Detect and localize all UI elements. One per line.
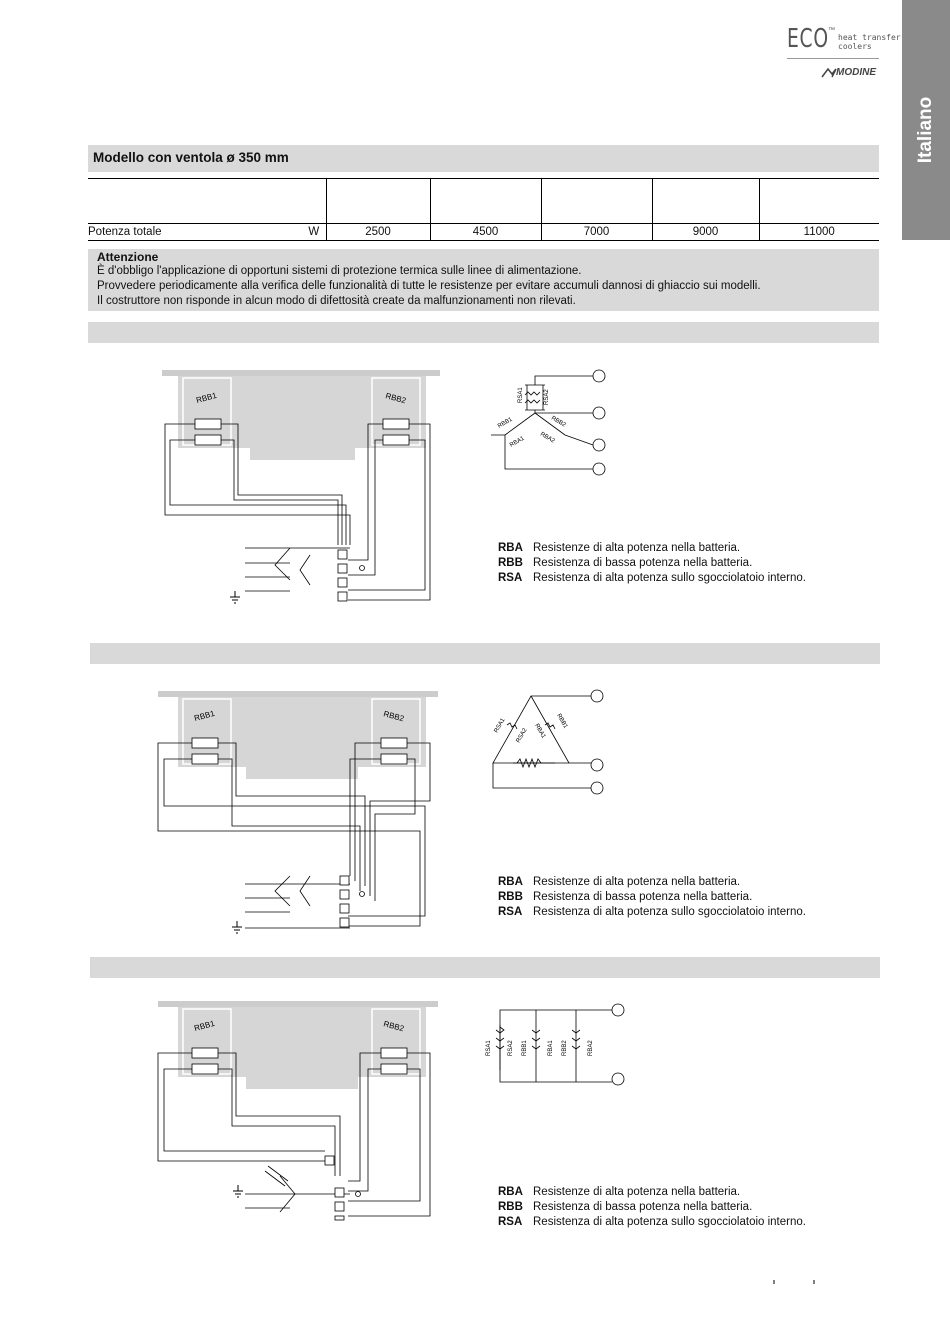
rba1-label: RBA1: [509, 435, 526, 449]
table-cell: 4500: [430, 224, 541, 241]
rsa1-label: RSA1: [518, 387, 524, 403]
legend-text: Resistenza di bassa potenza nella batteria.: [533, 1201, 753, 1213]
legend-text: Resistenza di bassa potenza nella batteria.: [533, 557, 753, 569]
rsa1-label: RSA1: [486, 1040, 492, 1056]
legend-1: [498, 541, 806, 586]
attention-line: Provvedere periodicamente alla verifica delle funzionalità di tutte le resistenze per evitare accumuli dannosi di ghiaccio sui modelli.: [97, 280, 761, 292]
rbb1-label: RBB1: [497, 416, 514, 430]
page-marker: [770, 1278, 820, 1286]
rba1-label: RBA1: [548, 1040, 554, 1056]
wiring-diagram-1: [150, 365, 450, 610]
modine-logo: MODINE: [822, 67, 876, 78]
legend-code: RSA: [498, 1216, 523, 1228]
logo-divider: [787, 58, 879, 59]
rbb1-label: RBB1: [193, 708, 216, 723]
rba1-label: RBA1: [533, 723, 547, 740]
rbb2-label: RBB2: [382, 1019, 406, 1034]
legend-2: [498, 875, 806, 920]
legend-code: RBB: [498, 891, 523, 903]
table-header-row: [88, 179, 879, 224]
rbb2-label: RBB2: [562, 1040, 568, 1056]
rbb1-label: RBB1: [522, 1040, 528, 1056]
legend-code: RSA: [498, 572, 523, 584]
legend-code: RBB: [498, 1201, 523, 1213]
eco-logo-subtitle: heat transfer coolers: [838, 33, 901, 51]
schematic-1: [485, 365, 615, 480]
rba2-label: RBA2: [588, 1040, 594, 1056]
section-title: Modello con ventola ø 350 mm: [93, 150, 289, 165]
table-cell: 7000: [541, 224, 652, 241]
language-tab: [902, 0, 950, 240]
attention-line: Il costruttore non risponde in alcun modo di difettosità create da malfunzionamenti non rilevati.: [97, 295, 576, 307]
legend-code: RBA: [498, 542, 523, 554]
section-title-band: [88, 145, 879, 172]
legend-text: Resistenze di alta potenza nella batteria.: [533, 876, 741, 888]
attention-heading: Attenzione: [97, 250, 159, 264]
legend-text: Resistenze di alta potenza nella batteria.: [533, 1186, 741, 1198]
legend-text: Resistenza di alta potenza sullo sgocciolatoio interno.: [533, 1216, 806, 1228]
language-tab-label: Italiano: [915, 96, 936, 164]
unit-cell: W: [302, 224, 326, 241]
legend-text: Resistenze di alta potenza nella batteria.: [533, 542, 741, 554]
legend-text: Resistenza di bassa potenza nella batteria.: [533, 891, 753, 903]
attention-line: È d'obbligo l'applicazione di opportuni sistemi di protezione termica sulle linee di alimentazione.: [97, 265, 582, 277]
rbb1-label: RBB1: [193, 1018, 216, 1033]
table-row: [88, 224, 879, 241]
rbb1-label: RBB1: [555, 713, 569, 730]
diagram-band-3: [90, 957, 880, 978]
rbb1-label: RBB1: [195, 390, 218, 405]
trademark-symbol: ™: [828, 27, 835, 34]
wiring-diagram-2: [150, 686, 450, 936]
rsa2-label: RSA2: [515, 727, 529, 744]
legend-code: RBA: [498, 876, 523, 888]
schematic-3: [478, 1000, 630, 1090]
rsa2-label: RSA2: [508, 1040, 514, 1056]
rbb2-label: RBB2: [550, 415, 567, 429]
rba2-label: RBA2: [539, 431, 556, 445]
power-table: [88, 178, 879, 241]
rsa2-label: RSA2: [544, 389, 550, 405]
legend-text: Resistenza di alta potenza sullo sgocciolatoio interno.: [533, 572, 806, 584]
legend-code: RSA: [498, 906, 523, 918]
rsa1-label: RSA1: [493, 717, 507, 734]
diagram-band-2: [90, 643, 880, 664]
diagram-band-1: [88, 322, 879, 343]
legend-3: [498, 1185, 806, 1230]
modine-logo-icon: [820, 66, 880, 80]
schematic-2: [485, 685, 615, 800]
attention-box: [88, 249, 879, 311]
legend-text: Resistenza di alta potenza sullo sgocciolatoio interno.: [533, 906, 806, 918]
legend-code: RBA: [498, 1186, 523, 1198]
table-cell: 2500: [326, 224, 430, 241]
eco-logo: ECO: [787, 24, 829, 54]
legend-code: RBB: [498, 557, 523, 569]
rbb2-label: RBB2: [384, 391, 408, 406]
row-label: Potenza totale: [88, 224, 302, 241]
table-cell: 11000: [759, 224, 879, 241]
table-cell: 9000: [652, 224, 759, 241]
rbb2-label: RBB2: [382, 709, 406, 724]
wiring-diagram-3: [150, 996, 450, 1221]
